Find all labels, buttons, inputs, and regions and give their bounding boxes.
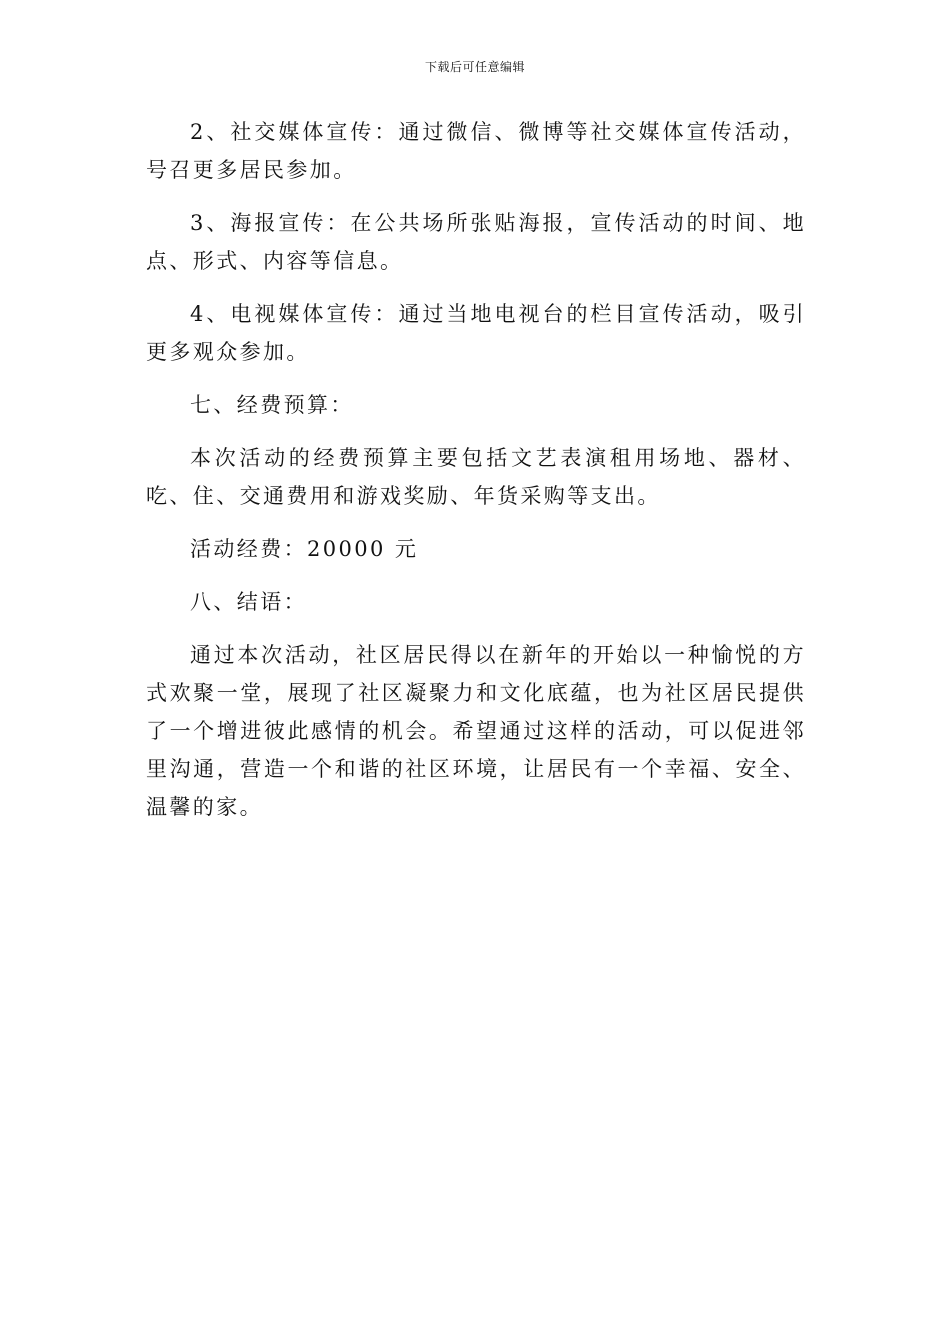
section-heading-conclusion: 八、结语： [190,590,307,614]
paragraph-budget: 本次活动的经费预算主要包括文艺表演租用场地、器材、吃、住、交通费用和游戏奖励、年货采购等支出。 [146,446,806,508]
paragraph-poster: 3、海报宣传：在公共场所张贴海报，宣传活动的时间、地点、形式、内容等信息。 [146,211,806,273]
paragraph-budget-amount: 活动经费：20000 元 [190,537,419,561]
page-header: 下载后可任意编辑 [424,60,525,74]
document-body [146,113,806,841]
section-heading-budget: 七、经费预算： [190,393,354,417]
paragraph-social-media: 2、社交媒体宣传：通过微信、微博等社交媒体宣传活动，号召更多居民参加。 [146,120,806,182]
paragraph-tv-media: 4、电视媒体宣传：通过当地电视台的栏目宣传活动，吸引更多观众参加。 [146,302,806,364]
paragraph-conclusion: 通过本次活动，社区居民得以在新年的开始以一种愉悦的方式欢聚一堂，展现了社区凝聚力和文化底蕴，也为社区居民提供了一个增进彼此感情的机会。希望通过这样的活动，可以促进邻里沟通，营造一个和谐的社区环境，让居民有一个幸福、安全、温馨的家。 [146,643,806,819]
